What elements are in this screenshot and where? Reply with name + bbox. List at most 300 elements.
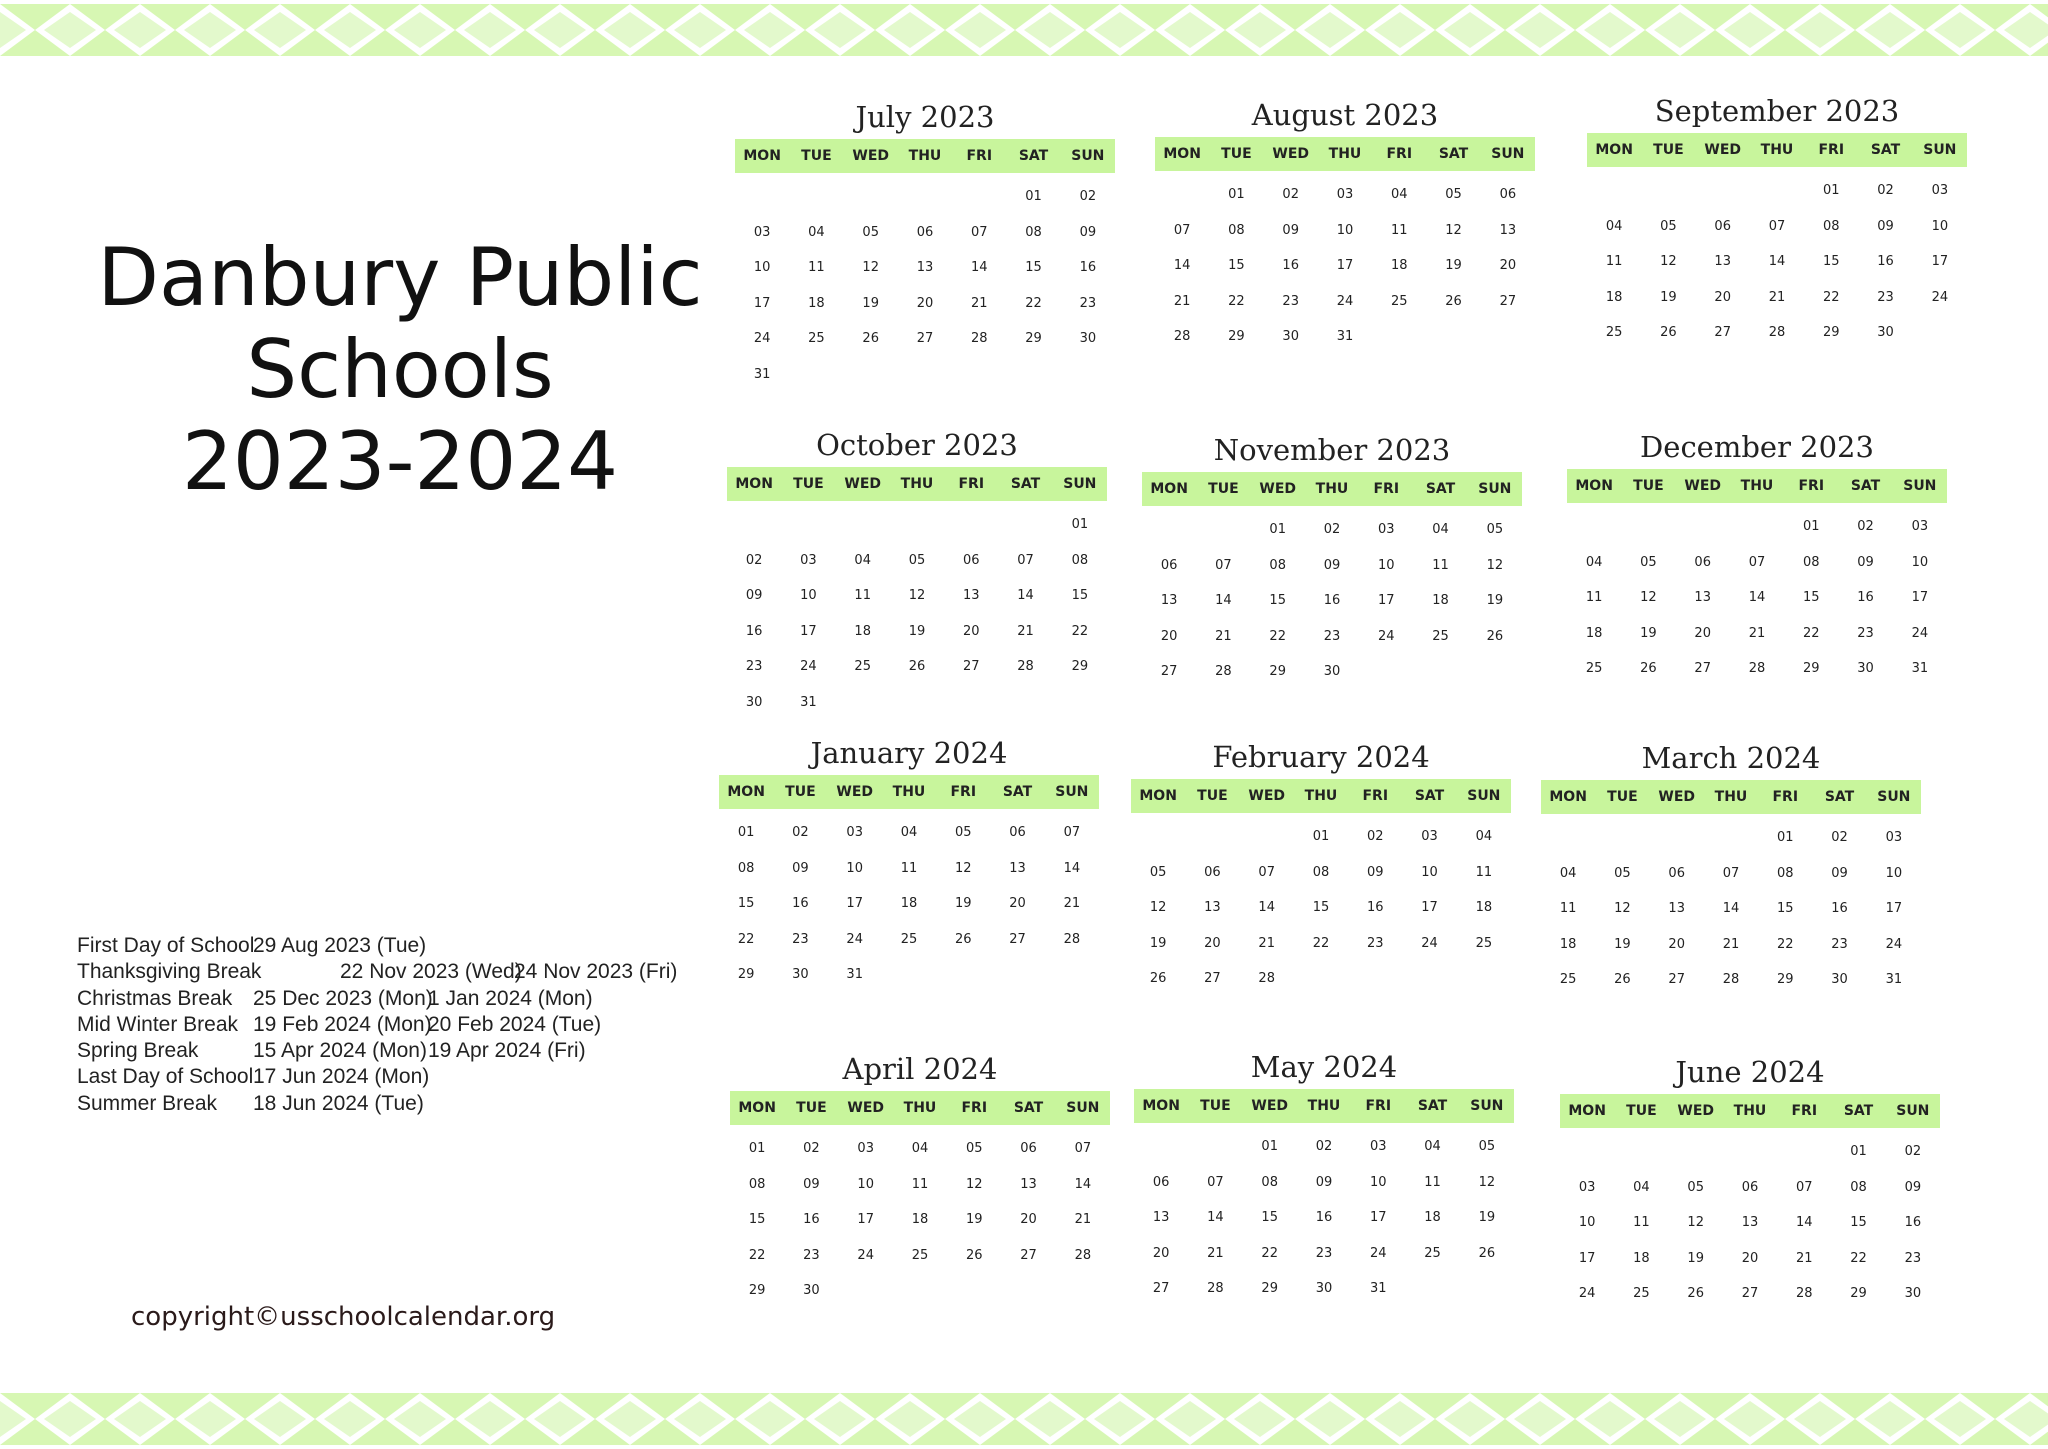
day-cell: 24: [1578, 1286, 1596, 1301]
day-cell: 14: [1063, 860, 1081, 876]
day-cell: 19: [1486, 593, 1504, 608]
day-cell: 26: [1660, 325, 1677, 340]
day-cell: 11: [1432, 557, 1449, 573]
day-cell: 28: [1796, 1286, 1813, 1301]
month-title: July 2023: [855, 100, 995, 134]
day-cell: 22: [1269, 628, 1286, 644]
weekday-label: WED: [836, 784, 874, 800]
day-cell: 01: [1228, 187, 1245, 202]
event-name: Mid Winter Break: [77, 1012, 239, 1036]
day-cell: 21: [1796, 1250, 1813, 1266]
weekday-label: MON: [727, 784, 765, 800]
day-cell: 08: [1228, 222, 1245, 238]
title-line: Schools: [246, 323, 554, 416]
day-cell: 23: [1857, 625, 1874, 641]
day-cell: 20: [1741, 1250, 1759, 1266]
weekday-label: MON: [1595, 142, 1633, 158]
day-cell: 12: [1687, 1215, 1704, 1230]
day-cell: 21: [1722, 936, 1740, 952]
day-cell: 13: [1668, 901, 1685, 916]
day-cell: 09: [803, 1176, 820, 1192]
day-grid: [1541, 820, 1921, 998]
weekday-label: SAT: [1850, 478, 1881, 494]
day-cell: 29: [748, 1283, 766, 1298]
day-grid: [1131, 819, 1511, 997]
day-cell: 27: [1668, 972, 1685, 987]
day-cell: 10: [1370, 1174, 1387, 1190]
day-cell: 10: [1421, 864, 1438, 880]
day-cell: 13: [1499, 222, 1517, 238]
day-cell: 02: [745, 552, 763, 568]
weekday-label: SAT: [1010, 476, 1041, 492]
month-calendar: [735, 97, 1115, 392]
day-cell: 01: [1803, 519, 1820, 534]
empty-day-cell: [998, 507, 1052, 543]
day-cell: 19: [1687, 1250, 1704, 1266]
day-cell: 25: [1424, 1245, 1441, 1261]
weekday-label: SAT: [1013, 1100, 1044, 1116]
day-cell: 03: [753, 224, 771, 240]
weekday-label: TUE: [1200, 1098, 1231, 1114]
day-cell: 08: [1312, 864, 1330, 880]
day-cell: 04: [1559, 865, 1577, 881]
empty-day-cell: [1541, 820, 1595, 856]
day-cell: 24: [753, 331, 771, 346]
day-cell: 16: [1904, 1215, 1922, 1230]
event-name: Last Day of School: [77, 1065, 254, 1089]
day-cell: 09: [1857, 554, 1874, 570]
month-calendar: [1142, 430, 1522, 690]
day-cell: 12: [1445, 222, 1462, 238]
day-cell: 20: [1009, 896, 1026, 911]
day-cell: 30: [1282, 329, 1299, 344]
event-end: 1 Jan 2024 (Mon): [428, 986, 593, 1010]
weekday-label: TUE: [1633, 478, 1664, 494]
day-cell: 25: [1633, 1286, 1650, 1301]
day-cell: 27: [1152, 1281, 1170, 1296]
day-cell: 20: [1668, 936, 1685, 952]
weekday-label: TUE: [1607, 789, 1638, 805]
day-cell: 12: [1478, 1174, 1496, 1190]
day-cell: 16: [1282, 258, 1299, 273]
day-cell: 26: [1478, 1245, 1496, 1261]
weekday-label: MON: [735, 476, 773, 492]
day-cell: 18: [1432, 593, 1449, 608]
day-cell: 19: [966, 1212, 983, 1227]
day-cell: 18: [1633, 1250, 1650, 1266]
top-decorative-border: [0, 0, 2048, 60]
empty-day-cell: [890, 507, 944, 543]
day-cell: 14: [971, 260, 988, 275]
day-cell: 23: [1904, 1250, 1922, 1266]
weekday-label: FRI: [1373, 481, 1400, 497]
empty-day-cell: [1240, 819, 1294, 855]
weekday-label: MON: [1568, 1103, 1606, 1119]
month-calendar: [1131, 737, 1511, 997]
day-cell: 05: [908, 552, 926, 568]
weekday-label: THU: [1304, 788, 1338, 804]
day-cell: 30: [792, 967, 809, 982]
day-cell: 17: [1421, 900, 1438, 915]
event-start: 18 Jun 2024 (Tue): [253, 1091, 424, 1115]
event-name: Thanksgiving Break: [77, 960, 262, 984]
empty-day-cell: [1185, 819, 1239, 855]
empty-day-cell: [1595, 820, 1649, 856]
day-cell: 24: [846, 931, 863, 947]
weekday-header: [1587, 133, 1967, 167]
day-cell: 27: [963, 659, 980, 674]
day-cell: 25: [1432, 628, 1449, 644]
day-cell: 27: [1741, 1286, 1759, 1301]
weekday-label: FRI: [1365, 1098, 1392, 1114]
empty-day-cell: [1621, 509, 1675, 545]
weekday-label: FRI: [950, 784, 977, 800]
day-cell: 24: [1336, 293, 1354, 309]
day-cell: 26: [1445, 293, 1462, 309]
day-cell: 05: [1149, 864, 1167, 880]
day-cell: 30: [745, 694, 763, 710]
day-cell: 26: [955, 931, 972, 947]
day-cell: 07: [971, 224, 988, 240]
weekday-label: WED: [1677, 1103, 1715, 1119]
empty-day-cell: [735, 179, 789, 215]
weekday-label: THU: [1315, 481, 1349, 497]
day-cell: 02: [1904, 1144, 1922, 1159]
title-line: 2023-2024: [181, 415, 619, 508]
day-cell: 07: [1017, 552, 1034, 568]
day-cell: 16: [1877, 254, 1894, 269]
weekday-label: THU: [1760, 142, 1794, 158]
month-title: May 2024: [1250, 1050, 1398, 1084]
day-cell: 10: [1336, 222, 1354, 238]
day-cell: 20: [1160, 628, 1178, 644]
day-cell: 14: [1258, 900, 1275, 915]
day-cell: 05: [966, 1141, 983, 1156]
empty-day-cell: [844, 179, 898, 215]
day-cell: 24: [800, 659, 817, 674]
day-cell: 03: [1370, 1139, 1387, 1154]
day-cell: 02: [803, 1141, 820, 1156]
empty-day-cell: [1188, 1129, 1242, 1165]
day-cell: 19: [1149, 935, 1167, 951]
day-cell: 31: [1370, 1281, 1387, 1296]
day-cell: 15: [1312, 900, 1330, 915]
day-cell: 15: [1269, 593, 1286, 608]
weekday-label: WED: [1704, 142, 1742, 158]
day-cell: 15: [1803, 590, 1820, 605]
day-cell: 05: [1486, 522, 1504, 537]
weekday-label: SUN: [1066, 1100, 1100, 1116]
day-cell: 17: [1378, 593, 1395, 608]
day-cell: 03: [1378, 522, 1395, 537]
day-cell: 30: [1315, 1281, 1333, 1296]
day-cell: 25: [1391, 293, 1408, 309]
day-cell: 15: [737, 896, 755, 911]
day-cell: 08: [1823, 218, 1840, 234]
day-cell: 10: [846, 860, 863, 876]
day-cell: 08: [1850, 1179, 1867, 1195]
day-cell: 03: [1931, 183, 1949, 198]
day-cell: 22: [1312, 935, 1330, 951]
month-calendar: [1587, 91, 1967, 351]
weekday-label: THU: [1714, 789, 1748, 805]
day-cell: 18: [1424, 1210, 1441, 1225]
empty-day-cell: [898, 179, 952, 215]
day-cell: 17: [846, 896, 863, 911]
day-cell: 03: [1421, 829, 1438, 844]
day-cell: 22: [1850, 1250, 1867, 1266]
day-cell: 12: [1640, 590, 1657, 605]
weekday-label: SUN: [1478, 481, 1512, 497]
day-cell: 29: [1777, 972, 1794, 987]
day-cell: 21: [1215, 628, 1232, 644]
weekday-label: MON: [1142, 1098, 1180, 1114]
day-cell: 02: [1323, 522, 1341, 537]
copyright-text: copyright©usschoolcalendar.org: [131, 1302, 556, 1332]
day-cell: 31: [1336, 329, 1354, 344]
weekday-label: FRI: [1386, 146, 1413, 162]
day-cell: 01: [1312, 829, 1330, 844]
day-cell: 02: [1857, 519, 1874, 534]
weekday-label: WED: [1248, 788, 1286, 804]
day-cell: 10: [753, 260, 771, 275]
day-cell: 21: [1017, 623, 1034, 639]
weekday-label: THU: [1733, 1103, 1767, 1119]
day-cell: 27: [1714, 325, 1731, 340]
weekday-label: SUN: [1896, 1103, 1930, 1119]
empty-day-cell: [1587, 173, 1641, 209]
weekday-label: TUE: [801, 148, 832, 164]
day-cell: 13: [1020, 1176, 1037, 1192]
day-cell: 12: [862, 260, 879, 275]
day-cell: 28: [1722, 972, 1740, 987]
weekday-label: WED: [1272, 146, 1310, 162]
day-cell: 26: [1486, 628, 1504, 644]
weekday-header: [1155, 137, 1535, 171]
day-cell: 31: [753, 366, 771, 382]
day-cell: 03: [1578, 1179, 1596, 1195]
day-cell: 12: [966, 1176, 983, 1192]
weekday-label: WED: [852, 148, 890, 164]
event-start: 17 Jun 2024 (Mon): [253, 1065, 430, 1089]
day-cell: 20: [963, 623, 980, 639]
day-cell: 08: [1777, 865, 1794, 881]
day-cell: 14: [1768, 254, 1786, 269]
empty-day-cell: [1134, 1129, 1188, 1165]
day-cell: 29: [1228, 329, 1245, 344]
day-cell: 07: [1215, 557, 1232, 573]
weekday-label: TUE: [1626, 1103, 1657, 1119]
month-calendar: [1567, 427, 1947, 687]
day-cell: 13: [1204, 900, 1221, 915]
weekday-header: [1134, 1089, 1514, 1123]
month-title: December 2023: [1640, 430, 1874, 464]
day-cell: 25: [1475, 935, 1493, 951]
day-cell: 26: [966, 1247, 983, 1263]
month-title: November 2023: [1213, 433, 1451, 467]
weekday-label: WED: [1658, 789, 1696, 805]
weekday-label: THU: [908, 148, 942, 164]
event-end: 20 Feb 2024 (Tue): [428, 1012, 602, 1036]
weekday-header: [1142, 472, 1522, 506]
day-cell: 26: [1614, 972, 1631, 987]
day-cell: 15: [1823, 254, 1840, 269]
day-cell: 28: [1074, 1247, 1092, 1263]
day-cell: 21: [1063, 896, 1081, 911]
weekday-label: SUN: [1470, 1098, 1504, 1114]
day-cell: 08: [1803, 554, 1820, 570]
day-cell: 25: [808, 331, 825, 346]
day-cell: 17: [1931, 254, 1949, 269]
day-cell: 05: [1640, 554, 1657, 570]
day-cell: 15: [1777, 901, 1794, 916]
day-cell: 03: [800, 552, 817, 568]
day-cell: 25: [900, 931, 918, 947]
weekday-label: SUN: [1877, 789, 1911, 805]
empty-day-cell: [1560, 1134, 1614, 1170]
day-cell: 16: [1315, 1210, 1333, 1225]
month-calendar: [1541, 738, 1921, 998]
weekday-label: MON: [1139, 788, 1177, 804]
day-cell: 01: [737, 825, 755, 840]
day-cell: 28: [1768, 325, 1786, 340]
day-cell: 31: [1911, 661, 1929, 676]
day-cell: 13: [963, 588, 980, 603]
day-cell: 27: [916, 331, 934, 346]
day-cell: 30: [1831, 972, 1848, 987]
weekday-label: MON: [1163, 146, 1201, 162]
weekday-label: SUN: [1055, 784, 1089, 800]
day-cell: 06: [1009, 825, 1026, 840]
empty-day-cell: [1567, 509, 1621, 545]
day-cell: 23: [1315, 1245, 1333, 1261]
day-cell: 24: [1931, 289, 1949, 305]
day-cell: 06: [1668, 865, 1685, 881]
weekday-label: SAT: [1824, 789, 1855, 805]
day-cell: 25: [854, 659, 871, 674]
weekday-label: SUN: [1063, 476, 1097, 492]
day-cell: 09: [1831, 865, 1848, 881]
day-cell: 14: [1173, 258, 1191, 273]
event-end: 24 Nov 2023 (Fri): [514, 960, 678, 984]
day-cell: 01: [1261, 1139, 1278, 1154]
day-grid: [1567, 509, 1947, 687]
weekday-label: FRI: [966, 148, 993, 164]
weekday-header: [1541, 780, 1921, 814]
day-cell: 05: [862, 224, 879, 240]
weekday-label: SAT: [1414, 788, 1445, 804]
day-cell: 03: [1336, 187, 1354, 202]
weekday-label: SAT: [1417, 1098, 1448, 1114]
event-name: Spring Break: [77, 1039, 199, 1063]
day-cell: 09: [1079, 224, 1097, 240]
weekday-label: FRI: [1798, 478, 1825, 494]
day-cell: 16: [1323, 593, 1341, 608]
day-cell: 17: [1336, 258, 1354, 273]
day-cell: 07: [1063, 825, 1081, 840]
day-cell: 03: [857, 1141, 874, 1156]
day-cell: 21: [1258, 935, 1275, 951]
day-grid: [1155, 177, 1535, 355]
weekday-label: WED: [844, 476, 882, 492]
day-cell: 24: [1370, 1245, 1387, 1261]
day-cell: 11: [1424, 1174, 1441, 1190]
day-cell: 02: [1079, 189, 1097, 204]
day-cell: 07: [1748, 554, 1766, 570]
day-cell: 09: [1282, 222, 1299, 238]
day-cell: 06: [1020, 1141, 1037, 1156]
weekday-label: MON: [1549, 789, 1587, 805]
day-cell: 28: [1258, 971, 1275, 986]
day-cell: 16: [792, 896, 809, 911]
weekday-label: SAT: [1018, 148, 1049, 164]
day-cell: 06: [963, 552, 980, 568]
day-cell: 09: [1315, 1174, 1333, 1190]
month-title: October 2023: [816, 428, 1018, 462]
day-cell: 20: [1020, 1212, 1037, 1227]
day-cell: 02: [1367, 829, 1384, 844]
day-cell: 17: [800, 623, 817, 639]
day-cell: 11: [900, 860, 918, 876]
weekday-label: THU: [900, 476, 934, 492]
day-cell: 09: [745, 588, 763, 603]
empty-day-cell: [1641, 173, 1695, 209]
day-cell: 10: [1931, 218, 1949, 234]
weekday-label: TUE: [796, 1100, 827, 1116]
day-cell: 24: [1378, 628, 1395, 644]
day-cell: 19: [1478, 1210, 1496, 1225]
day-cell: 07: [1173, 222, 1191, 238]
weekday-header: [727, 467, 1107, 501]
day-grid: [735, 179, 1115, 392]
day-cell: 13: [1714, 254, 1731, 269]
day-cell: 18: [900, 896, 918, 911]
day-cell: 19: [908, 623, 926, 639]
day-cell: 31: [1885, 972, 1903, 987]
weekday-label: SUN: [1491, 146, 1525, 162]
day-cell: 28: [1173, 329, 1191, 344]
day-cell: 17: [1370, 1210, 1387, 1225]
day-cell: 12: [908, 588, 926, 603]
day-grid: [1560, 1134, 1940, 1312]
weekday-label: FRI: [1772, 789, 1799, 805]
day-cell: 07: [1768, 218, 1786, 234]
month-calendar: [1134, 1047, 1514, 1307]
empty-day-cell: [1730, 509, 1784, 545]
empty-day-cell: [1750, 173, 1804, 209]
empty-day-cell: [1614, 1134, 1668, 1170]
day-cell: 14: [1796, 1215, 1813, 1230]
day-cell: 23: [1877, 289, 1894, 305]
day-cell: 16: [1831, 901, 1848, 916]
day-grid: [1142, 512, 1522, 690]
weekday-label: SAT: [1425, 481, 1456, 497]
day-cell: 13: [1009, 860, 1026, 876]
day-cell: 23: [745, 659, 763, 674]
day-cell: 30: [1857, 661, 1874, 676]
event-name: Summer Break: [77, 1091, 218, 1115]
day-cell: 07: [1796, 1179, 1813, 1195]
day-cell: 28: [1017, 659, 1034, 674]
day-cell: 18: [1475, 900, 1493, 915]
day-cell: 24: [1421, 935, 1438, 951]
day-cell: 04: [911, 1141, 929, 1156]
month-calendar: [730, 1049, 1110, 1309]
day-cell: 13: [1741, 1215, 1759, 1230]
empty-day-cell: [1650, 820, 1704, 856]
day-cell: 04: [900, 825, 918, 840]
month-title: April 2024: [842, 1052, 998, 1086]
